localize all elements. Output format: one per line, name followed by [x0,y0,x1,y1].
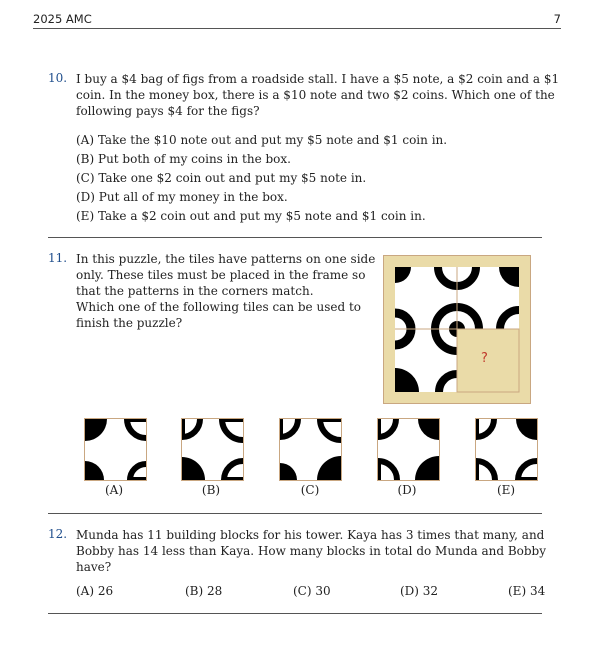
question-line: have? [76,560,112,574]
tile-label-c: (C) [300,483,320,497]
question-line: that the patterns in the corners match. [76,284,314,298]
puzzle-frame [383,255,531,404]
option-d[interactable]: (D) Put all of my money in the box. [76,190,288,204]
question-line: In this puzzle, the tiles have patterns on one side [76,252,376,266]
option-a[interactable]: (A) Take the $10 note out and put my $5 note and $1 coin in. [76,133,448,147]
divider [48,237,542,238]
option-d[interactable]: (D) 32 [400,584,439,598]
question-line: Which one of the following tiles can be used to [76,300,361,314]
header-title: 2025 AMC [33,12,92,26]
question-12-text [76,527,546,575]
option-c[interactable]: (C) Take one $2 coin out and put my $5 note in. [76,171,367,185]
question-line: coin. In the money box, there is a $10 note and two $2 coins. Which one of the [76,88,555,102]
tile-label-b: (B) [201,483,221,497]
question-line: Munda has 11 building blocks for his tower. Kaya has 3 times that many, and [76,528,545,542]
page-header [33,10,561,29]
tile-e[interactable] [475,418,538,481]
option-b[interactable]: (B) 28 [185,584,223,598]
tile-b[interactable] [181,418,244,481]
question-line: finish the puzzle? [76,316,183,330]
question-number-11: 11. [48,251,68,265]
tile-d[interactable] [377,418,440,481]
option-a[interactable]: (A) 26 [76,584,114,598]
tile-c[interactable] [279,418,342,481]
option-e[interactable]: (E) 34 [508,584,546,598]
divider [48,513,542,514]
option-b[interactable]: (B) Put both of my coins in the box. [76,152,291,166]
missing-tile-mark: ? [481,351,488,366]
question-line: following pays $4 for the figs? [76,104,260,118]
tile-label-e: (E) [496,483,516,497]
option-e[interactable]: (E) Take a $2 coin out and put my $5 note and $1 coin in. [76,209,426,223]
page-number: 7 [553,12,561,26]
question-10-text [76,71,559,119]
tile-label-a: (A) [104,483,124,497]
question-line: I buy a $4 bag of figs from a roadside stall. I have a $5 note, a $2 coin and a $1 [76,72,560,86]
question-line: only. These tiles must be placed in the frame so [76,268,366,282]
option-c[interactable]: (C) 30 [293,584,331,598]
tile-label-d: (D) [397,483,417,497]
divider [48,613,542,614]
tile-a[interactable] [84,418,147,481]
question-number-10: 10. [48,71,68,85]
question-line: Bobby has 14 less than Kaya. How many blocks in total do Munda and Bobby [76,544,547,558]
question-11-text [76,251,375,331]
question-number-12: 12. [48,527,68,541]
